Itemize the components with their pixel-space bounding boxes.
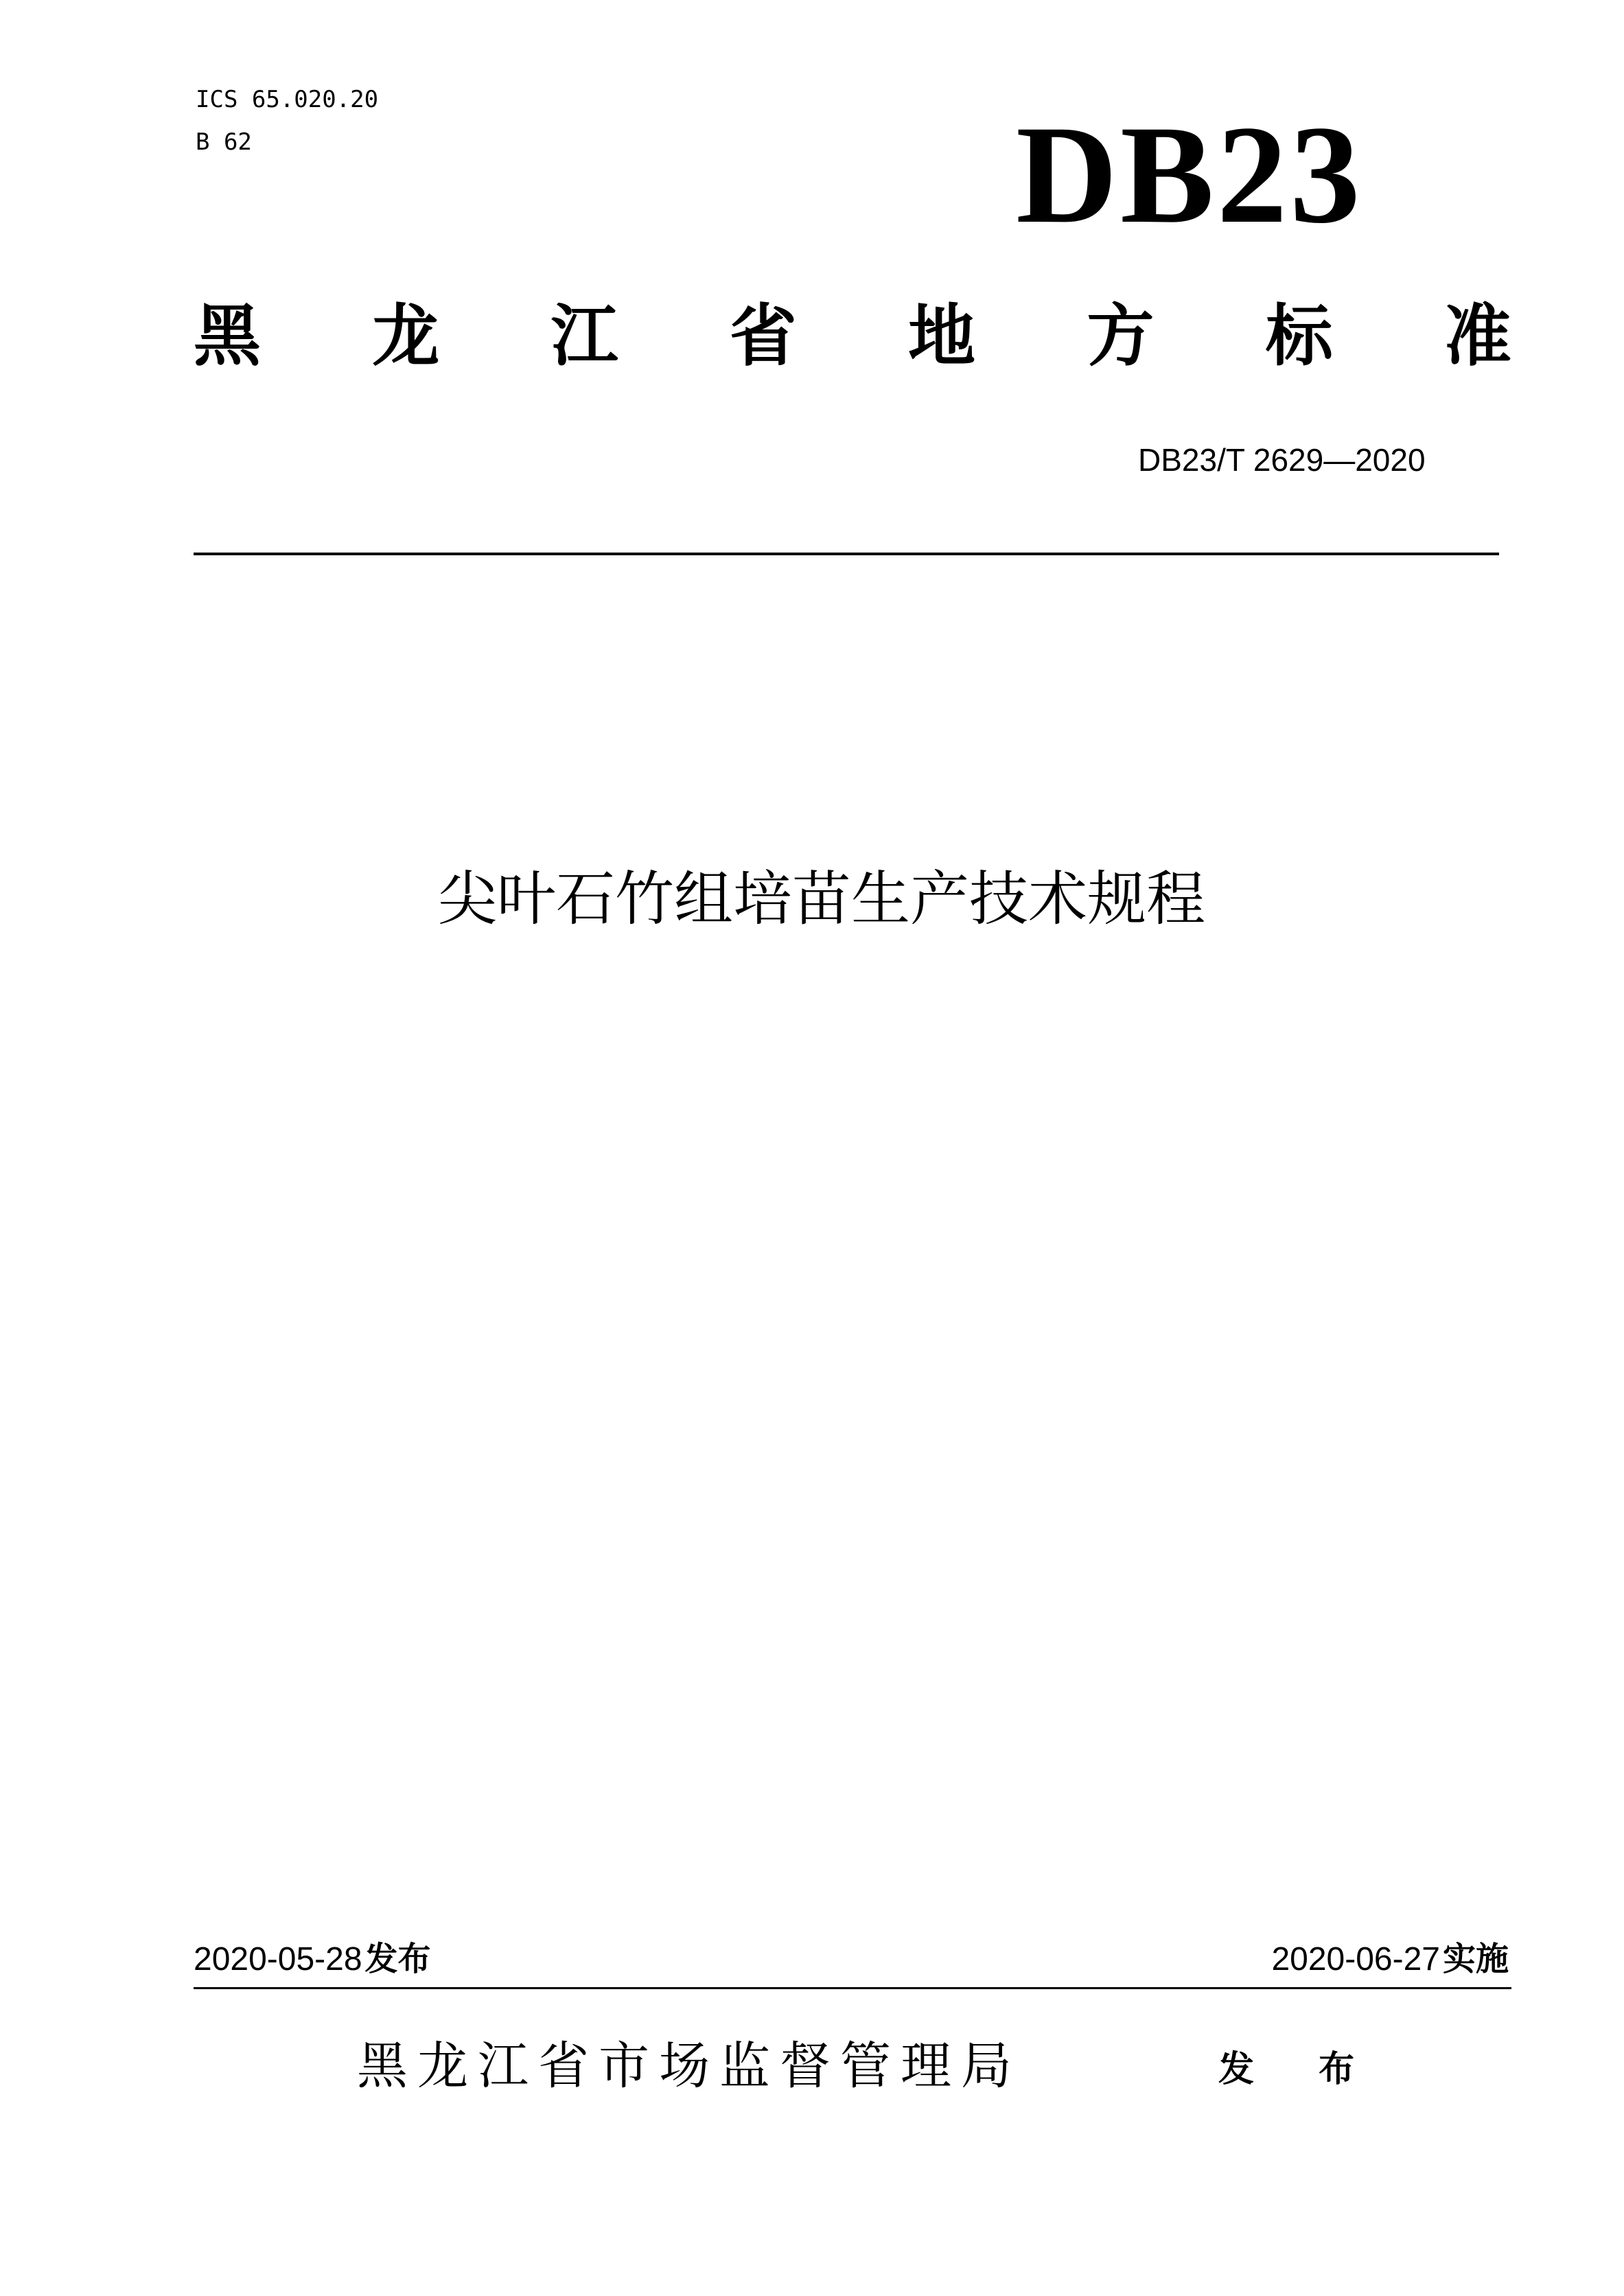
issue-word: 发 布 <box>1218 2049 1381 2090</box>
standard-type-char: 黑 <box>194 297 262 375</box>
effective-label: 实施 <box>1442 1940 1509 1978</box>
publish-label: 发布 <box>364 1940 431 1978</box>
standard-number: DB23/T 2629—2020 <box>1138 442 1426 478</box>
standard-type-heading <box>194 295 1511 378</box>
ccs-code: B 62 <box>196 128 252 156</box>
footer-divider <box>194 1987 1511 1989</box>
header-divider <box>194 553 1499 555</box>
standard-type-char: 龙 <box>372 297 440 375</box>
standard-type-char: 标 <box>1265 297 1333 375</box>
standard-type-char: 省 <box>729 297 797 375</box>
classification-codes <box>196 79 378 164</box>
standard-code-logo: DB23 <box>1016 97 1363 253</box>
effective-date-line <box>1271 1937 1509 1982</box>
standard-type-char: 准 <box>1443 297 1511 375</box>
publish-date-line <box>194 1937 431 1982</box>
standard-type-char: 方 <box>1087 297 1155 375</box>
standard-type-char: 江 <box>550 297 618 375</box>
document-title: 尖叶石竹组培苗生产技术规程 <box>438 865 1205 934</box>
publish-date: 2020-05-28 <box>194 1941 362 1978</box>
standard-type-char: 地 <box>908 297 976 375</box>
issuing-authority: 黑龙江省市场监督管理局 <box>357 2037 1021 2096</box>
ics-code: ICS 65.020.20 <box>196 86 379 113</box>
effective-date: 2020-06-27 <box>1271 1941 1440 1978</box>
